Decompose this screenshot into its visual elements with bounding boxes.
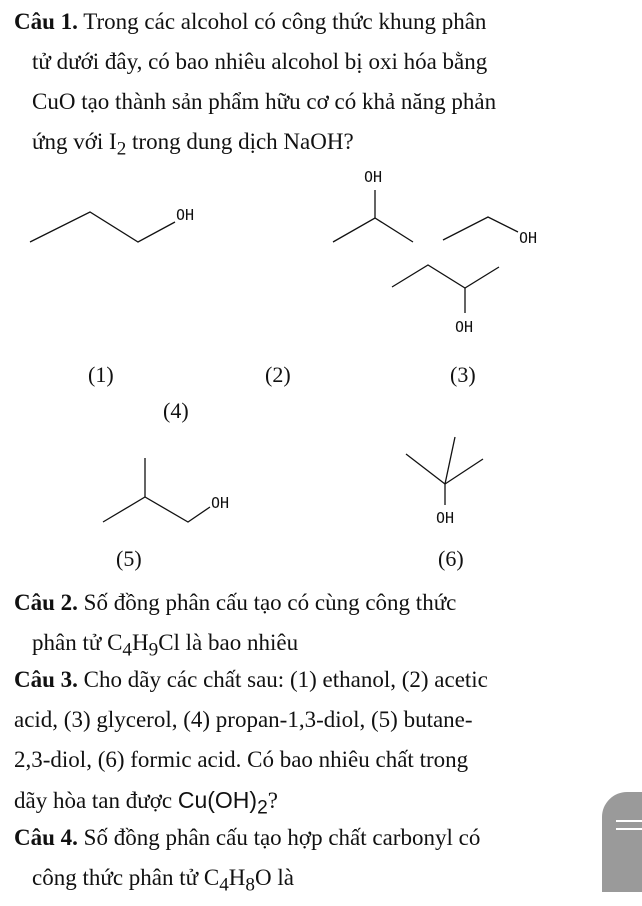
q4-text-c: O là bbox=[254, 865, 294, 890]
question-3-line-1 bbox=[14, 660, 580, 700]
question-3 bbox=[14, 660, 580, 829]
structure-4-oh: OH bbox=[455, 318, 474, 336]
q4-sub-1: 4 bbox=[219, 874, 229, 896]
question-3-line-3: 2,3-diol, (6) formic acid. Có bao nhiêu chất trong bbox=[14, 747, 469, 772]
structure-2 bbox=[333, 168, 413, 242]
q3-formula: Cu(OH) bbox=[177, 787, 258, 813]
label-5: (5) bbox=[116, 546, 142, 571]
structure-2-bonds bbox=[333, 218, 413, 242]
structure-5-bonds bbox=[103, 497, 210, 522]
question-3-label: Câu 3. bbox=[14, 667, 78, 692]
structure-4 bbox=[392, 265, 499, 336]
question-4-line-1 bbox=[14, 818, 580, 858]
q3-sub: 2 bbox=[257, 797, 268, 819]
q2-sub-2: 9 bbox=[148, 639, 159, 661]
q2-text-a: phân tử C bbox=[32, 630, 123, 655]
question-4-line-2 bbox=[14, 858, 580, 906]
question-1-label: Câu 1. bbox=[14, 9, 78, 34]
question-4-label: Câu 4. bbox=[14, 825, 78, 850]
structure-3-oh: OH bbox=[519, 229, 538, 247]
q4-sub-2: 8 bbox=[245, 874, 255, 896]
menu-icon-bar-top bbox=[616, 820, 642, 822]
question-2-label: Câu 2. bbox=[14, 590, 78, 615]
menu-icon-bar-bottom bbox=[616, 828, 642, 830]
question-1-text-1: Trong các alcohol có công thức khung phân bbox=[83, 9, 487, 34]
question-4-text-1: Số đồng phân cấu tạo hợp chất carbonyl có bbox=[83, 825, 481, 850]
structure-1 bbox=[30, 206, 194, 242]
label-1: (1) bbox=[88, 362, 114, 387]
question-1-line-2: tử dưới đây, có bao nhiêu alcohol bị oxi hóa bằng bbox=[32, 49, 488, 74]
question-4 bbox=[14, 818, 580, 906]
q1-text-a: ứng với I bbox=[32, 129, 117, 154]
label-3: (3) bbox=[450, 362, 476, 387]
label-6: (6) bbox=[438, 546, 464, 571]
structure-2-oh: OH bbox=[364, 168, 383, 186]
floating-menu-button[interactable] bbox=[602, 792, 642, 892]
q4-text-a: công thức phân tử C bbox=[32, 865, 220, 890]
structure-5-oh: OH bbox=[211, 494, 230, 512]
q3-text-b: ? bbox=[267, 788, 278, 813]
q2-sub-1: 4 bbox=[122, 639, 132, 661]
question-3-line-2: acid, (3) glycerol, (4) propan-1,3-diol, (5) butane- bbox=[14, 707, 473, 732]
structure-6-bond-left bbox=[406, 454, 445, 484]
label-4: (4) bbox=[163, 398, 189, 423]
q2-text-c: Cl là bao nhiêu bbox=[158, 630, 299, 655]
question-2 bbox=[14, 583, 580, 671]
structure-1-bonds bbox=[30, 212, 175, 242]
structure-4-bonds bbox=[392, 265, 499, 288]
structure-6-bond-top bbox=[445, 437, 455, 484]
structure-3-bonds bbox=[443, 217, 518, 240]
q3-text-a: dãy hòa tan được bbox=[14, 788, 178, 813]
structure-1-oh: OH bbox=[176, 206, 195, 224]
structure-3 bbox=[443, 217, 537, 247]
question-2-text-1: Số đồng phân cấu tạo có cùng công thức bbox=[83, 590, 457, 615]
structure-5 bbox=[103, 458, 229, 522]
label-2: (2) bbox=[265, 362, 291, 387]
q2-text-b: H bbox=[131, 630, 149, 655]
structure-6 bbox=[406, 437, 483, 527]
q1-text-b: trong dung dịch NaOH? bbox=[126, 129, 354, 154]
structure-6-oh: OH bbox=[436, 509, 455, 527]
question-3-text-1: Cho dãy các chất sau: (1) ethanol, (2) acetic bbox=[83, 667, 488, 692]
structure-6-bond-right bbox=[445, 459, 483, 484]
question-1-line-3: CuO tạo thành sản phẩm hữu cơ có khả năng phản bbox=[32, 89, 497, 114]
q4-text-b: H bbox=[228, 865, 246, 890]
q1-sub: 2 bbox=[116, 138, 127, 160]
question-2-line-1 bbox=[14, 583, 580, 623]
